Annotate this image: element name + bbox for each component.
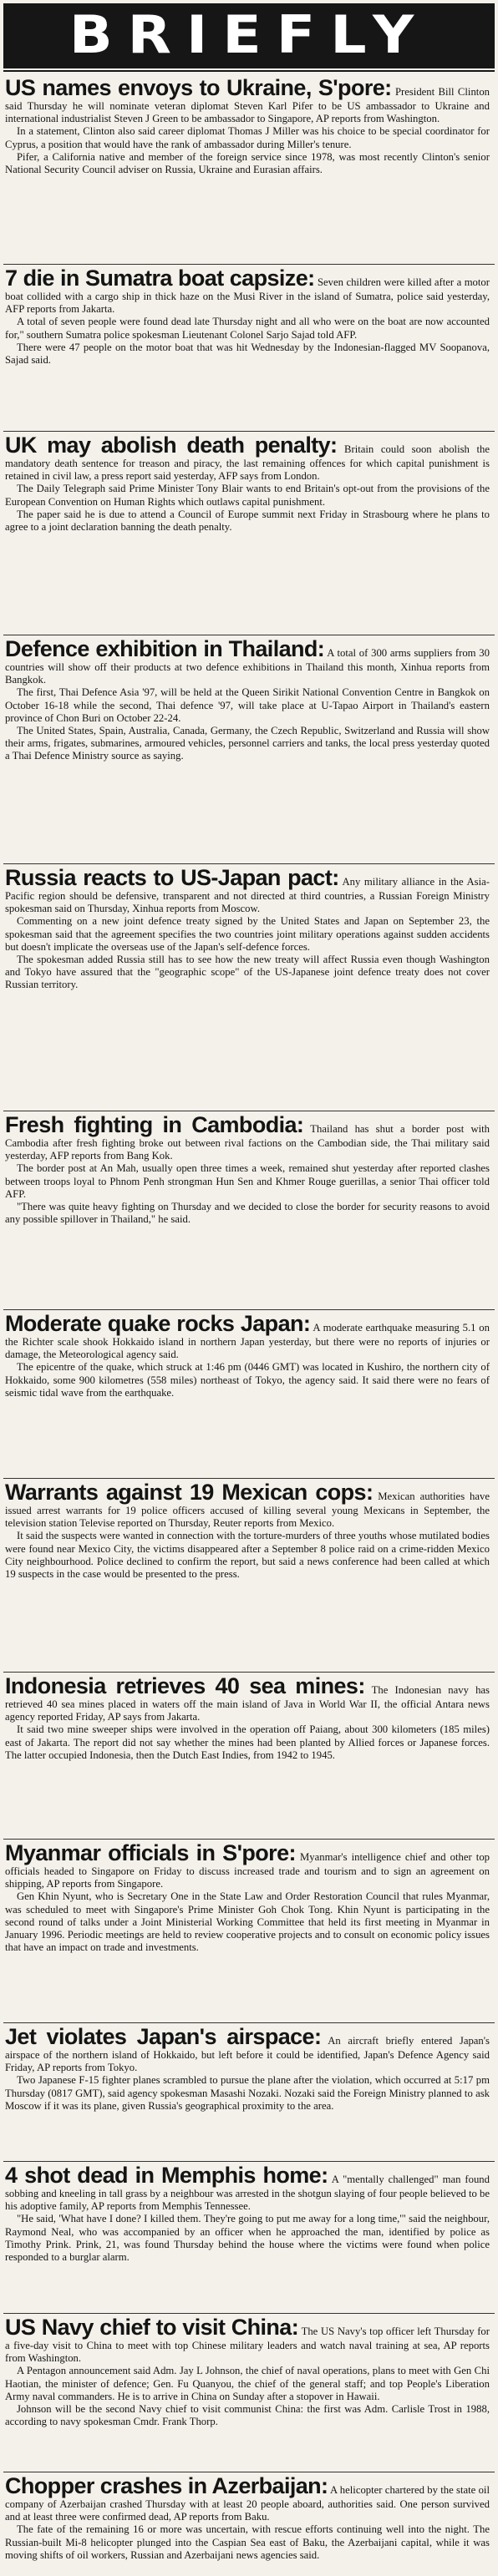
story-azerbaijan-chopper xyxy=(5,2473,490,2573)
story-paragraph: Pifer, a California native and member of the foreign service since 1978, was most recently Clinton's senior National Security Council adviser on Russia, Ukraine and Eurasian affairs. xyxy=(5,150,490,176)
story-paragraph: "He said, 'What have I done? I killed them. They're going to put me away for a long time,'" said the neighbour, Raymond Neal, who was accompanied by an officer when he approached the man, identified by police as Timothy Prink. Prink, 21, was found Thursday behind the house where the victims were found when police responded to a burglar alarm. xyxy=(5,2213,490,2264)
story-paragraph: A moderate earthquake measuring 5.1 on the Richter scale shook Hokkaido island in northern Japan yesterday, but there were no reports of injuries or damage, the Meteorological agency said. xyxy=(5,1322,490,1361)
story-divider xyxy=(3,431,495,432)
story-paragraph: The fate of the remaining 16 or more was uncertain, with rescue efforts continuing well into the night. The Russian-built Mi-8 helicopter plunged into the Caspian Sea east of Baku, the Azerbaijani capital, while it was moving shifts of oil workers, Russian and Azerbaijani news agencies said. xyxy=(5,2523,490,2561)
story-paragraph: A total of 300 arms suppliers from 30 countries will show off their products at two defence exhibitions in Thailand this month, Xinhua reports from Bangkok. xyxy=(5,647,490,686)
story-divider xyxy=(3,2022,495,2023)
story-headline: Fresh fighting in Cambodia: xyxy=(5,1112,304,1137)
masthead-rule xyxy=(3,70,495,72)
story-ukraine-singapore-envoys xyxy=(5,75,490,262)
story-paragraph: In a statement, Clinton also said career diplomat Thomas J Miller was his choice to be special coordinator for Cyprus, a position that would have the rank of ambassador during Miller's tenure. xyxy=(5,125,490,150)
masthead-title: BRIEFLY xyxy=(69,5,429,66)
story-headline: Defence exhibition in Thailand: xyxy=(5,636,325,661)
story-paragraph: A "mentally challenged" man found sobbing and kneeling in tall grass by a neighbour was arrested in the shotgun slaying of four people believed to be his adoptive family, AP reports from Memphis Tennessee. xyxy=(5,2174,490,2213)
story-divider xyxy=(3,1672,495,1673)
story-russia-us-japan-pact xyxy=(5,865,490,1109)
story-paragraph: Britain could soon abolish the mandatory death sentence for treason and piracy, the last remaining offences for which capital punishment is retained in civil law, a press report said yesterday, AFP says from London. xyxy=(5,443,490,483)
story-paragraph: The spokesman added Russia still has to see how the new treaty will affect Russia even though Washington and Tokyo have assured that the "geographic scope" of the US-Japanese joint defence treaty does not cover Russian territory. xyxy=(5,954,490,991)
story-paragraph: A total of seven people were found dead late Thursday night and all who were on the boat are now accounted for," southern Sumatra police spokesman Lieutenant Colonel Sarjo Sajad told AFP. xyxy=(5,316,490,341)
story-paragraph: It said the suspects were wanted in connection with the torture-murders of three youths whose mutilated bodies were found near Mexico City, the victims disappeared after a September 8 police raid on a crime-ridden Mexico City neighbourhood. Police declined to confirm the report, but said a news conference had been called at which 19 suspects in the case would be presented to the press. xyxy=(5,1530,490,1581)
story-uk-death-penalty xyxy=(5,433,490,633)
story-paragraph: Mexican authorities have issued arrest warrants for 19 police officers accused of killing several young Mexicans in September, the television station Televise reported on Thursday, Reuter reports from Mexico. xyxy=(5,1490,490,1530)
story-divider xyxy=(3,2161,495,2162)
story-headline: Russia reacts to US-Japan pact: xyxy=(5,865,339,890)
story-headline: US names envoys to Ukraine, S'pore: xyxy=(5,75,392,100)
story-mexican-cops xyxy=(5,1480,490,1670)
story-paragraph: The United States, Spain, Australia, Canada, Germany, the Czech Republic, Switzerland and Russia will show their arms, frigates, submarines, armoured vehicles, personnel carriers and tanks, the local press yesterday quoted a Thai Defence Ministry source as saying. xyxy=(5,725,490,762)
story-headline: 7 die in Sumatra boat capsize: xyxy=(5,266,315,291)
story-paragraph: The US Navy's top officer left Thursday for a five-day visit to China to meet with top Chinese military leaders and watch naval training at sea, AP reports from Washington. xyxy=(5,2325,490,2365)
story-paragraph: A helicopter chartered by the state oil company of Azerbaijan crashed Thursday with at least 20 people aboard, authorities said. One person survived and at least three were confirmed dead, AP reports from Baku. xyxy=(5,2484,490,2523)
story-paragraph: The paper said he is due to attend a Council of Europe summit next Friday in Strasbourg where he plans to agree to a joint declaration banning the death penalty. xyxy=(5,508,490,534)
story-paragraph: Commenting on a new joint defence treaty signed by the United States and Japan on September 23, the spokesman said that the agreement specifies the two countries joint military operations against sudden accidents but doesn't implicate the overseas use of the Japan's self-defence forces. xyxy=(5,915,490,953)
story-us-navy-china xyxy=(5,2315,490,2470)
story-divider xyxy=(3,264,495,265)
story-headline: Indonesia retrieves 40 sea mines: xyxy=(5,1673,365,1698)
story-paragraph: President Bill Clinton said Thursday he will nominate veteran diplomat Steven Karl Pifer to be US ambassador to Ukraine and international industrialist Steven J Green to be ambassador to Singapore, AP reports from Washington. xyxy=(5,86,490,125)
story-paragraph: It said two mine sweeper ships were involved in the operation off Paiang, about 300 kilometers (185 miles) east of Jakarta. The report did not say whether the mines had been planted by Allied forces or Japanese forces. The latter occupied Indonesia, then the Dutch East Indies, from 1942 to 1945. xyxy=(5,1723,490,1761)
story-cambodia-fighting xyxy=(5,1112,490,1308)
story-divider xyxy=(3,2313,495,2314)
story-headline: 4 shot dead in Memphis home: xyxy=(5,2163,328,2188)
story-paragraph: The epicentre of the quake, which struck at 1:46 pm (0446 GMT) was located in Kushiro, the northern city of Hokkaido, some 900 kilometres (558 miles) northeast of Tokyo, the agency said. It said there were no fears of seismic tidal wave from the earthquake. xyxy=(5,1361,490,1399)
story-paragraph: Thailand has shut a border post with Cambodia after fresh fighting broke out between rival factions on the Cambodian side, the Thai military said yesterday, AFP reports from Bang Kok. xyxy=(5,1123,490,1162)
story-paragraph: The Daily Telegraph said Prime Minister Tony Blair wants to end Britain's opt-out from the provisions of the European Convention on Human Rights which outlaws capital punishment. xyxy=(5,483,490,508)
story-paragraph: Seven children were killed after a motor boat collided with a cargo ship in thick haze on the Musi River in the island of Sumatra, police said yesterday, AFP reports from Jakarta. xyxy=(5,276,490,316)
story-headline: Moderate quake rocks Japan: xyxy=(5,1311,311,1336)
story-paragraph: Gen Khin Nyunt, who is Secretary One in the State Law and Order Restoration Council that rules Myanmar, was scheduled to meet with Singapore's Prime Minister Goh Chok Tong. Khin Nyunt is participating in the second round of talks under a Joint Ministerial Working Committee that held its first meeting in Myanmar in January 1996. Periodic meetings are held to review cooperative projects and to consult on economic policy issues that have an impact on trade and investments. xyxy=(5,1890,490,1954)
story-paragraph: The border post at An Mah, usually open three times a week, remained shut yesterday after reported clashes between troops loyal to Phnom Penh strongman Hun Sen and Khmer Rouge guerillas, a senior Thai officer told AFP. xyxy=(5,1162,490,1200)
story-thailand-defence-exhibition xyxy=(5,636,490,862)
story-myanmar-officials xyxy=(5,1840,490,2021)
story-indonesia-sea-mines xyxy=(5,1673,490,1837)
story-headline: US Navy chief to visit China: xyxy=(5,2315,299,2340)
story-japan-quake xyxy=(5,1311,490,1476)
story-paragraph: Johnson will be the second Navy chief to visit communist China: the first was Adm. Carlisle Trost in 1988, according to navy spokesman Cmdr. Frank Thorp. xyxy=(5,2403,490,2428)
story-paragraph: The Indonesian navy has retrieved 40 sea mines placed in waters off the main island of Java in World War II, the official Antara news agency reported Friday, AP says from Jakarta. xyxy=(5,1684,490,1723)
story-japan-airspace xyxy=(5,2024,490,2159)
masthead xyxy=(3,3,495,68)
story-headline: Warrants against 19 Mexican cops: xyxy=(5,1480,374,1505)
story-paragraph: A Pentagon announcement said Adm. Jay L Johnson, the chief of naval operations, plans to meet with Gen Chi Haotian, the minister of defence; Gen. Fu Quanyou, the chief of the general staff; and top People's Liberation Army naval commanders. He is to arrive in China on Sunday after a stopover in Hawaii. xyxy=(5,2365,490,2402)
story-paragraph: There were 47 people on the motor boat that was hit Wednesday by the Indonesian-flagged MV Soopanova, Sajad said. xyxy=(5,341,490,367)
story-headline: Chopper crashes in Azerbaijan: xyxy=(5,2473,328,2498)
story-paragraph: Any military alliance in the Asia-Pacific region should be defensive, transparent and not directed at third countries, a Russian Foreign Ministry spokesman said on Thursday, Xinhua reports from Moscow. xyxy=(5,876,490,915)
story-divider xyxy=(3,863,495,864)
story-divider xyxy=(3,1309,495,1310)
story-paragraph: The first, Thai Defence Asia '97, will be held at the Queen Sirikit National Convention Centre in Bangkok on October 16-18 while the second, Thai defence '97, will take place at U-Tapao Airport in Thailand's eastern province of Chon Buri on October 22-24. xyxy=(5,686,490,724)
story-sumatra-boat xyxy=(5,266,490,429)
story-paragraph: Two Japanese F-15 fighter planes scrambled to pursue the plane after the violation, which occurred at 5:17 pm Thursday (0817 GMT), said agency spokesman Masashi Nozaki. Nozaki said the Foreign Ministry planned to ask Moscow if it was its plane, given Russia's geographical proximity to the area. xyxy=(5,2074,490,2112)
story-paragraph: Myanmar's intelligence chief and other top officials headed to Singapore on Friday to discuss increased trade and tourism and to sign an agreement on shipping, AP reports from Singapore. xyxy=(5,1851,490,1890)
story-divider xyxy=(3,1478,495,1479)
story-paragraph: "There was quite heavy fighting on Thursday and we decided to close the border for security reasons to avoid any possible spillover in Thailand," he said. xyxy=(5,1201,490,1226)
story-headline: UK may abolish death penalty: xyxy=(5,433,338,458)
story-divider xyxy=(3,1839,495,1840)
story-headline: Jet violates Japan's airspace: xyxy=(5,2024,322,2049)
story-memphis-shooting xyxy=(5,2163,490,2311)
story-headline: Myanmar officials in S'pore: xyxy=(5,1840,296,1865)
story-paragraph: An aircraft briefly entered Japan's airspace of the northern island of Hokkaido, but left before it could be identified, Japan's Defence Agency said Friday, AP reports from Tokyo. xyxy=(5,2035,490,2074)
